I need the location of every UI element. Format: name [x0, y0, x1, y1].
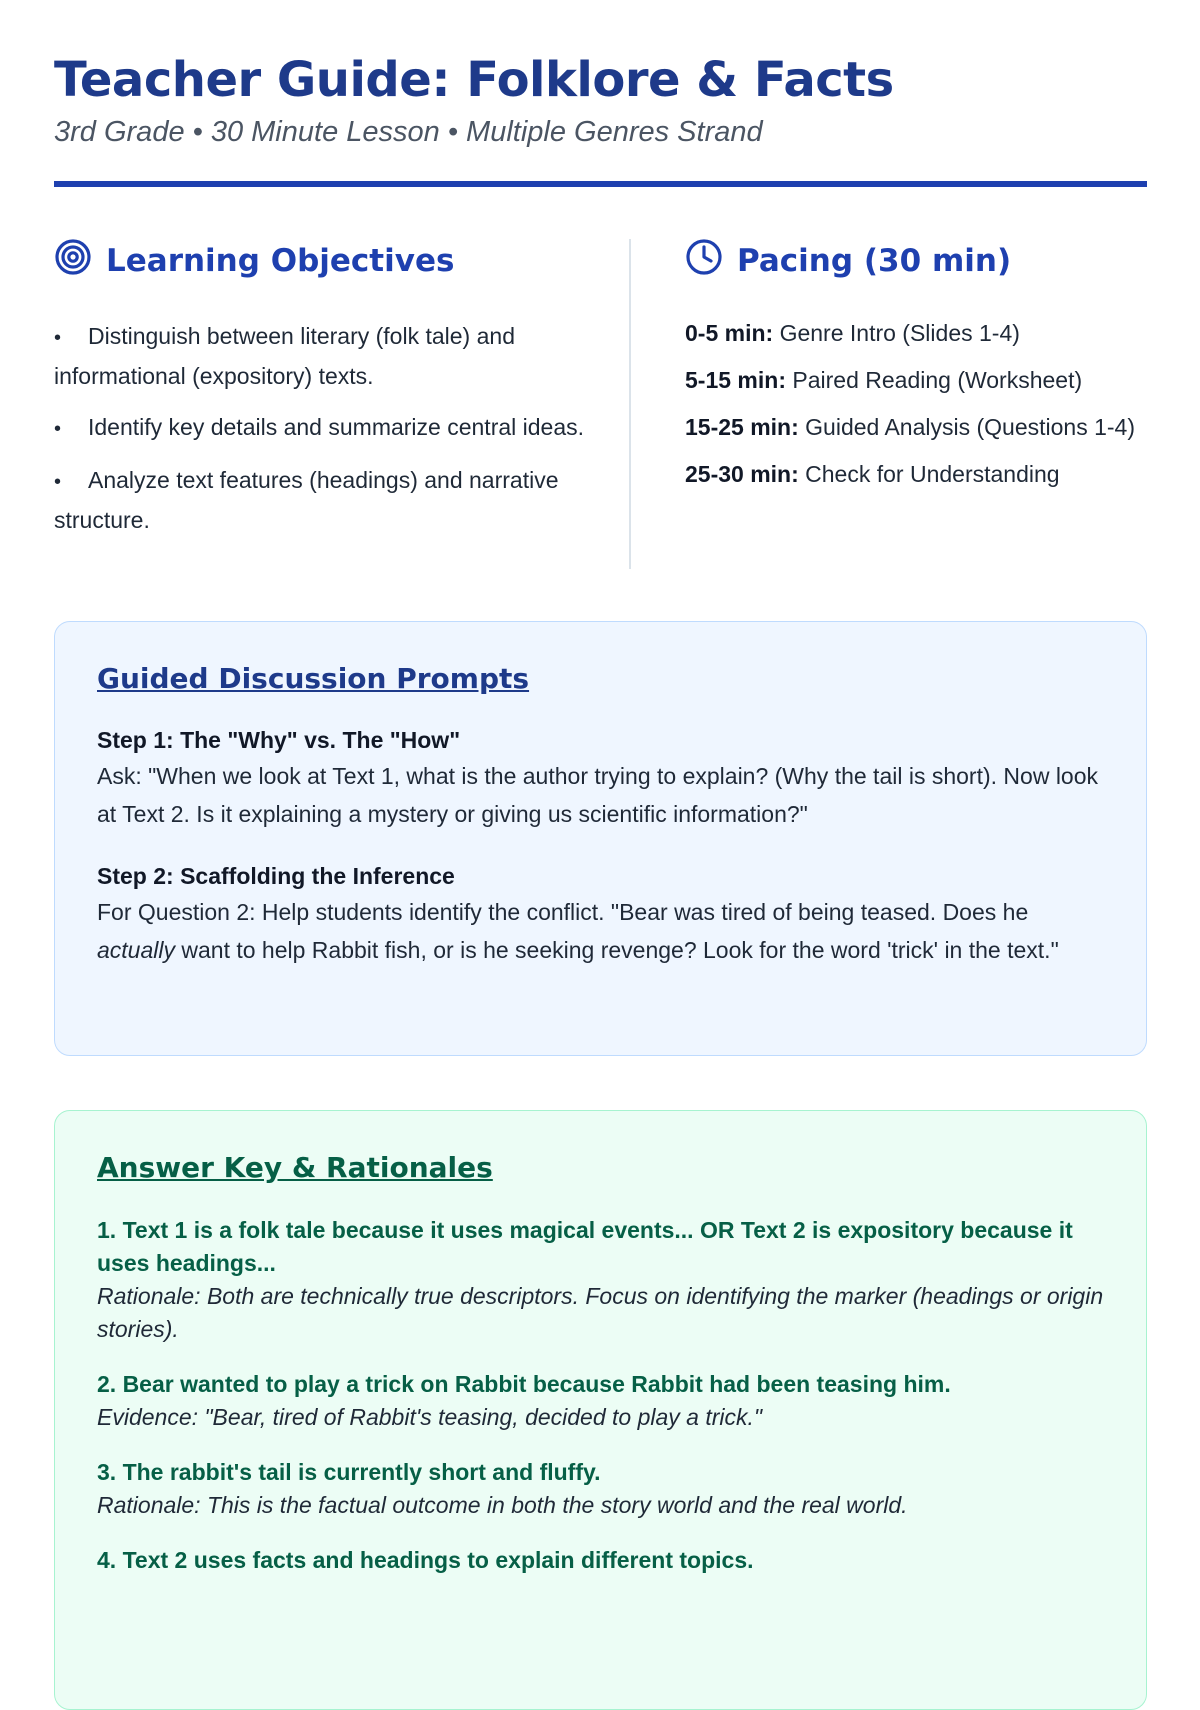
pacing-heading-row: [685, 239, 1147, 283]
discussion-step: [97, 723, 1104, 833]
discussion-heading: Guided Discussion Prompts: [97, 661, 530, 695]
step-text-start: For Question 2: Help students identify the conflict. "Bear was tired of being teased. Does he: [97, 898, 1029, 925]
pacing-row: [685, 317, 1147, 350]
pacing-row: [685, 411, 1147, 444]
step-text-emphasis: actually: [97, 936, 175, 963]
list-item: [54, 461, 629, 539]
pacing-heading: Pacing (30 min): [737, 242, 1012, 279]
step-text-end: want to help Rabbit fish, or is he seeking revenge? Look for the word 'trick' in the text.": [174, 936, 1059, 963]
answer-item: [97, 1544, 1104, 1577]
answer-key-box: [54, 1110, 1147, 1710]
pacing-activity: Guided Analysis (Questions 1-4): [805, 413, 1135, 440]
objective-text: Identify key details and summarize central ideas.: [88, 413, 585, 440]
list-item: [54, 317, 629, 395]
pacing-list: [685, 317, 1147, 491]
pacing-activity: Paired Reading (Worksheet): [792, 366, 1083, 393]
discussion-prompts-box: [54, 621, 1147, 1056]
overview-columns: [54, 239, 1147, 569]
objectives-heading-row: [54, 239, 629, 283]
discussion-step: [97, 859, 1104, 969]
pacing-time: 5-15 min:: [685, 366, 786, 393]
objectives-section: [54, 239, 629, 569]
step-text: [97, 893, 1104, 969]
answer-item: [97, 1214, 1104, 1346]
title-divider: [54, 181, 1147, 187]
answer-item: [97, 1368, 1104, 1434]
pacing-row: [685, 458, 1147, 491]
pacing-time: 15-25 min:: [685, 413, 799, 440]
pacing-section: [631, 239, 1147, 569]
pacing-time: 25-30 min:: [685, 460, 799, 487]
objectives-heading: Learning Objectives: [106, 242, 455, 279]
bullet: •: [54, 326, 62, 349]
target-icon: [54, 238, 106, 284]
answer-rationale: Rationale: This is the factual outcome in both the story world and the real world.: [97, 1491, 908, 1518]
bullet: •: [54, 417, 62, 440]
answer-rationale: Rationale: Both are technically true descriptors. Focus on identifying the marker (headings or origin stories).: [97, 1282, 1104, 1342]
pacing-row: [685, 364, 1147, 397]
answer-text: 2. Bear wanted to play a trick on Rabbit because Rabbit had been teasing him.: [97, 1370, 951, 1397]
step-text: Ask: "When we look at Text 1, what is the author trying to explain? (Why the tail is short). Now look at Text 2. Is it explaining a mystery or giving us scientific information?": [97, 762, 1099, 827]
answer-text: 1. Text 1 is a folk tale because it uses magical events... OR Text 2 is expository because it uses headings...: [97, 1216, 1073, 1276]
answer-rationale: Evidence: "Bear, tired of Rabbit's teasing, decided to play a trick.": [97, 1403, 763, 1430]
page-title: Teacher Guide: Folklore & Facts: [54, 52, 894, 108]
objective-text: Analyze text features (headings) and narrative structure.: [54, 466, 559, 533]
step-title: Step 2: Scaffolding the Inference: [97, 862, 455, 889]
clock-icon: [685, 238, 737, 284]
pacing-activity: Genre Intro (Slides 1-4): [779, 319, 1020, 346]
answer-text: 4. Text 2 uses facts and headings to explain different topics.: [97, 1546, 754, 1573]
pacing-time: 0-5 min:: [685, 319, 774, 346]
answer-text: 3. The rabbit's tail is currently short and fluffy.: [97, 1458, 601, 1485]
pacing-activity: Check for Understanding: [805, 460, 1060, 487]
list-item: [54, 408, 629, 448]
objective-text: Distinguish between literary (folk tale) and informational (expository) texts.: [54, 322, 515, 389]
answer-item: [97, 1456, 1104, 1522]
page-subtitle: 3rd Grade • 30 Minute Lesson • Multiple Genres Strand: [54, 115, 763, 148]
bullet: •: [54, 470, 62, 493]
step-title: Step 1: The "Why" vs. The "How": [97, 726, 461, 753]
answer-key-heading: Answer Key & Rationales: [97, 1150, 493, 1184]
objectives-list: [54, 317, 629, 539]
